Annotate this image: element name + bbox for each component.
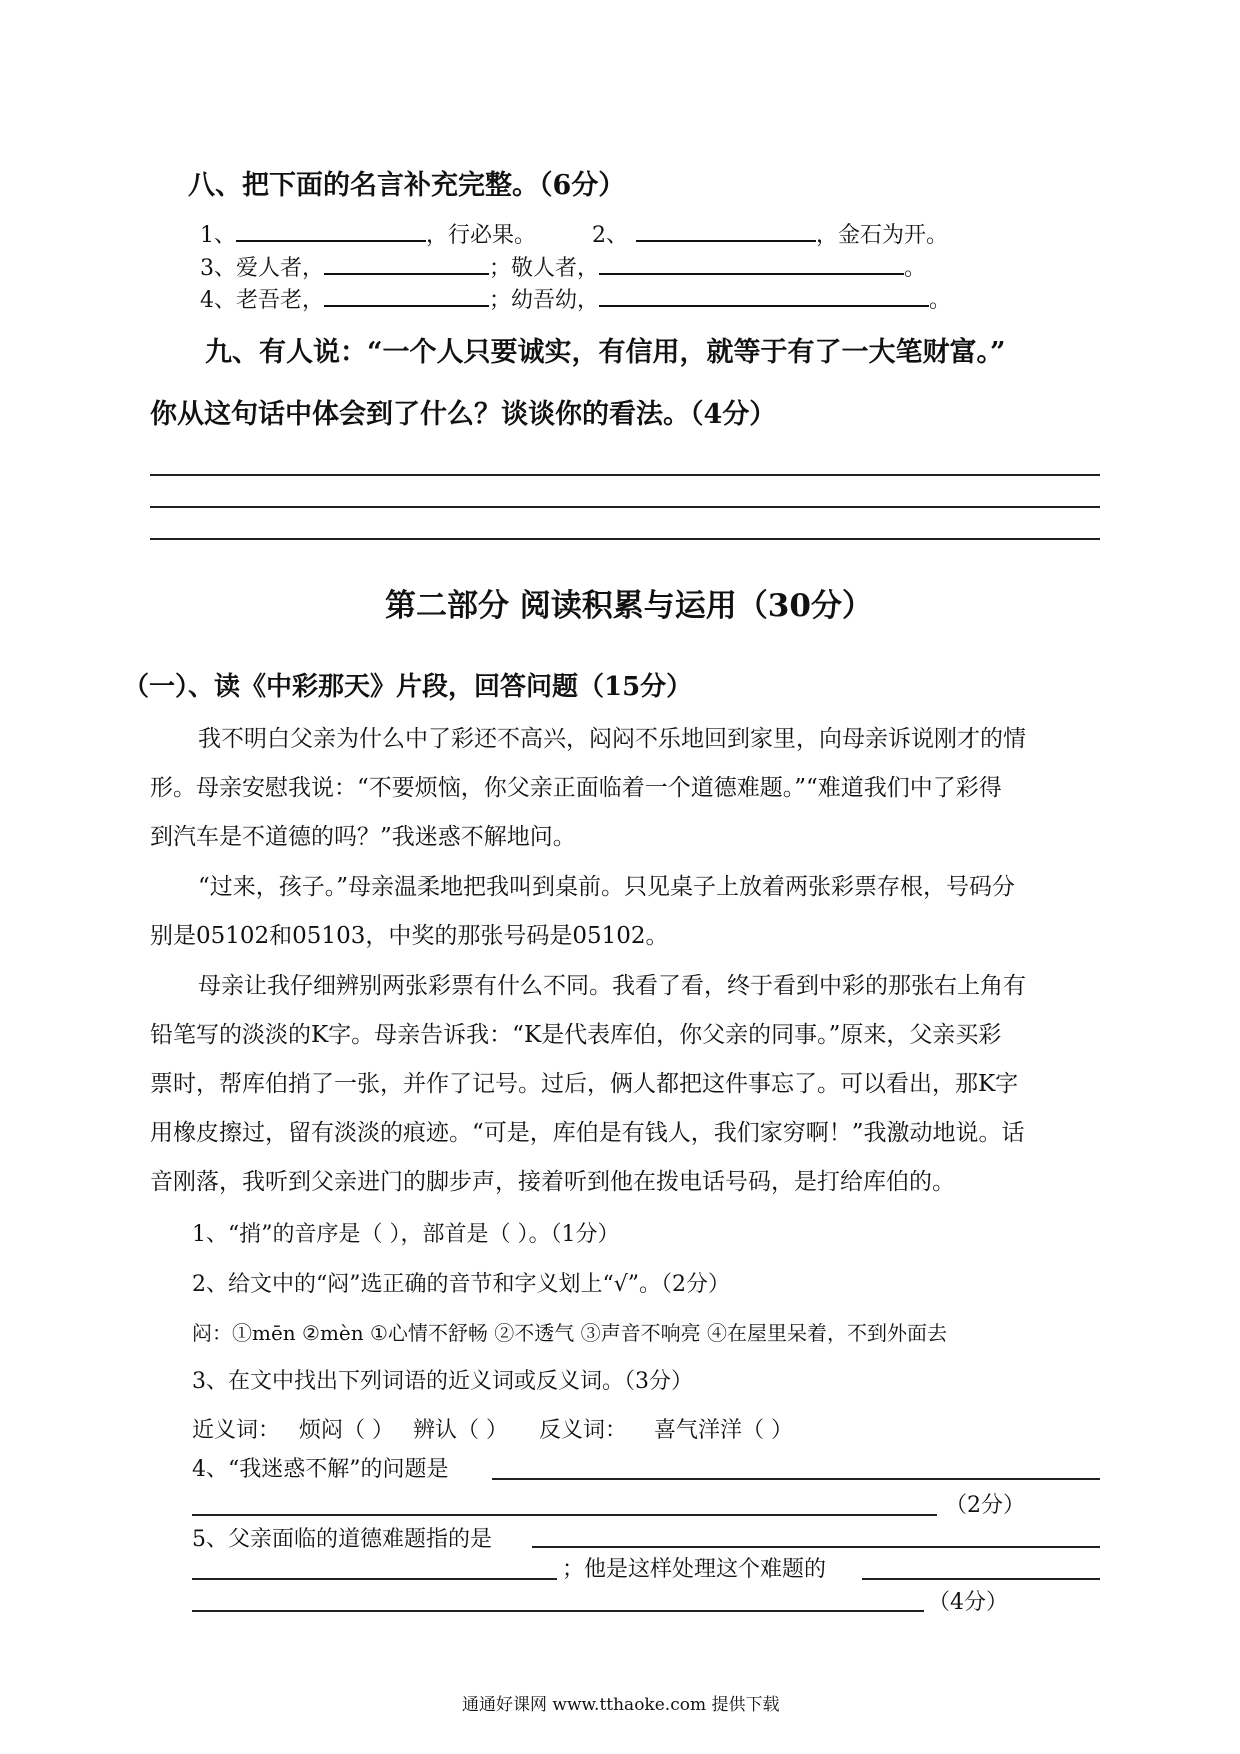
- q8-3-blank-1[interactable]: [324, 272, 489, 275]
- passage-p2-line-1: “过来，孩子。”母亲温柔地把我叫到桌前。只见桌子上放着两张彩票存根，号码分: [198, 874, 1016, 900]
- q8-2-suffix: ，金石为开。: [816, 223, 949, 248]
- section-9-line-1: 九、有人说：“一个人只要诚实，有信用，就等于有了一大笔财富。”: [205, 337, 1006, 368]
- answer-line-2[interactable]: [150, 506, 1100, 508]
- q4-answer-line-2[interactable]: [192, 1514, 937, 1516]
- q8-3-prefix: 3、爱人者，: [200, 256, 324, 281]
- q8-4-blank-1[interactable]: [324, 304, 489, 307]
- passage-p3-line-3: 票时，帮库伯捎了一张，并作了记号。过后，俩人都把这件事忘了。可以看出，那K字: [150, 1071, 1019, 1097]
- passage-p3-line-2: 铅笔写的淡淡的K字。母亲告诉我：“K是代表库伯，你父亲的同事。”原来，父亲买彩: [150, 1022, 1002, 1048]
- answer-line-1[interactable]: [150, 474, 1100, 476]
- passage-p3-line-4: 用橡皮擦过，留有淡淡的痕迹。“可是，库伯是有钱人，我们家穷啊！”我激动地说。话: [150, 1120, 1025, 1146]
- answer-line-3[interactable]: [150, 538, 1100, 540]
- question-8-4: [200, 283, 951, 314]
- q8-2-blank[interactable]: [636, 239, 816, 242]
- q5-answer-line-2[interactable]: [192, 1578, 557, 1580]
- q5-answer-line-3[interactable]: [862, 1578, 1100, 1580]
- q3-word-1: 烦闷（ ）: [299, 1418, 395, 1443]
- q5-score: （4分）: [928, 1590, 1008, 1615]
- q3-antonym-label: 反义词：: [539, 1418, 628, 1443]
- q5-mid: ；他是这样处理这个难题的: [562, 1557, 827, 1582]
- q3-word-3: 喜气洋洋（ ）: [654, 1418, 794, 1443]
- q8-1-number: 1、: [200, 223, 236, 248]
- passage-p1-line-1: 我不明白父亲为什么中了彩还不高兴，闷闷不乐地回到家里，向母亲诉说刚才的情: [198, 726, 1026, 752]
- q8-1-suffix: ，行必果。: [426, 223, 537, 248]
- passage-p2-line-2: 别是05102和05103，中奖的那张号码是05102。: [150, 923, 669, 949]
- q8-4-end: 。: [929, 288, 952, 313]
- question-8-1: [200, 218, 536, 249]
- section-9-line-2: 你从这句话中体会到了什么？谈谈你的看法。（4分）: [150, 399, 777, 430]
- passage-p3-line-1: 母亲让我仔细辨别两张彩票有什么不同。我看了看，终于看到中彩的那张右上角有: [198, 973, 1026, 999]
- passage-p1-line-3: 到汽车是不道德的吗？”我迷惑不解地问。: [150, 824, 576, 850]
- q4-score: （2分）: [945, 1493, 1025, 1518]
- q8-3-end: 。: [904, 256, 927, 281]
- passage-p3-line-5: 音刚落，我听到父亲进门的脚步声，接着听到他在拨电话号码，是打给库伯的。: [150, 1169, 955, 1195]
- q4-answer-line-1[interactable]: [492, 1478, 1100, 1480]
- reading-q1: 1、“捎”的音序是（ ），部首是（ ）。（1分）: [192, 1222, 620, 1247]
- q3-synonym-label: 近义词：: [192, 1418, 281, 1443]
- question-8-3: [200, 251, 926, 282]
- q5-answer-line-1[interactable]: [532, 1546, 1100, 1548]
- reading-q5: 5、父亲面临的道德难题指的是: [192, 1527, 492, 1552]
- reading-q3: 3、在文中找出下列词语的近义词或反义词。（3分）: [192, 1369, 693, 1394]
- reading-q4: 4、“我迷惑不解”的问题是: [192, 1457, 449, 1482]
- question-8-2: [592, 218, 948, 249]
- q8-4-mid: ；幼吾幼，: [489, 288, 600, 313]
- q8-2-number: 2、: [592, 223, 628, 248]
- q8-4-prefix: 4、老吾老，: [200, 288, 324, 313]
- section-8-heading: 八、把下面的名言补充完整。（6分）: [188, 170, 626, 201]
- reading-q3-answers: [192, 1413, 793, 1444]
- q5-answer-line-4[interactable]: [192, 1610, 924, 1612]
- q8-4-blank-2[interactable]: [599, 304, 929, 307]
- reading-q2: 2、给文中的“闷”选正确的音节和字义划上“√”。（2分）: [192, 1272, 731, 1297]
- q8-1-blank[interactable]: [236, 239, 426, 242]
- q8-3-mid: ；敬人者，: [489, 256, 600, 281]
- reading-q2-options: 闷：①mēn ②mèn ①心情不舒畅 ②不透气 ③声音不响亮 ④在屋里呆着，不到外面去: [192, 1321, 948, 1345]
- part-2-title: 第二部分 阅读积累与运用（30分）: [385, 588, 873, 624]
- q3-word-2: 辨认（ ）: [413, 1418, 509, 1443]
- passage-p1-line-2: 形。母亲安慰我说：“不要烦恼，你父亲正面临着一个道德难题。”“难道我们中了彩得: [150, 775, 1002, 801]
- q8-3-blank-2[interactable]: [599, 272, 904, 275]
- reading-1-heading: （一）、读《中彩那天》片段，回答问题（15分）: [123, 672, 693, 702]
- footer-text: 通通好课网 www.tthaoke.com 提供下载: [462, 1695, 780, 1715]
